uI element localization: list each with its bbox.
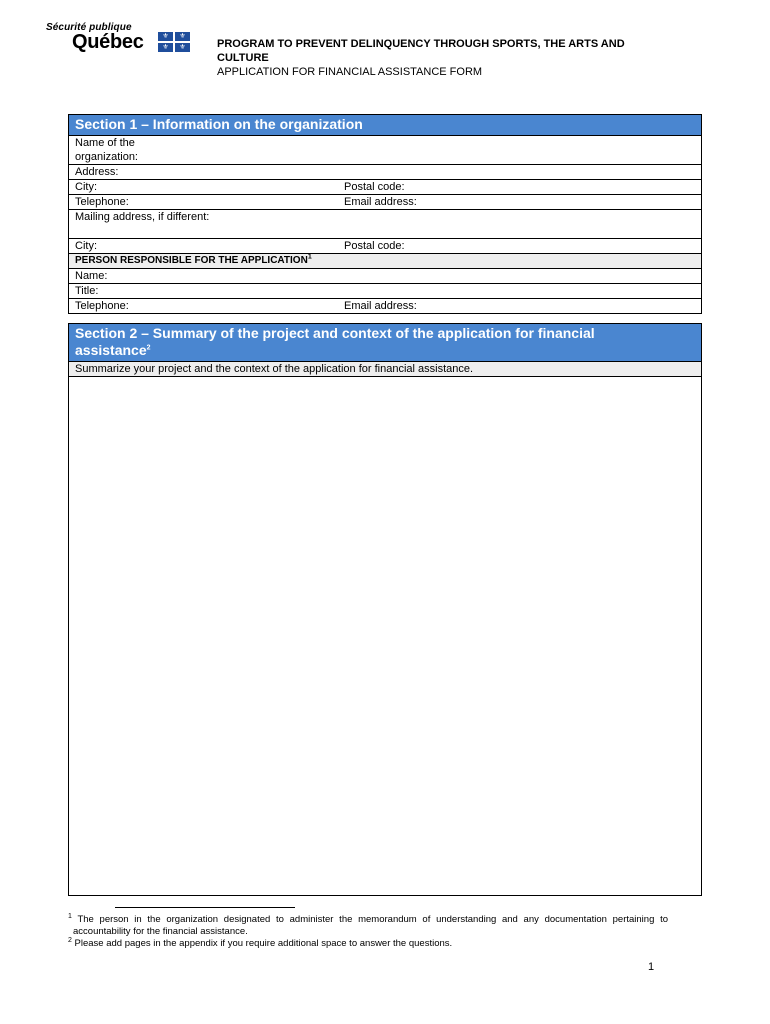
postal-code-label-2: Postal code:: [344, 240, 405, 252]
footnote-1-marker: 1: [68, 912, 72, 920]
person-responsible-heading: [69, 254, 701, 269]
address-label: Address:: [75, 166, 119, 178]
footnote-2-marker: 2: [68, 936, 72, 944]
footnote-ref-2: 2: [146, 344, 151, 352]
section-1-heading: Section 1 – Information on the organization: [69, 115, 701, 136]
program-title-line2: CULTURE: [217, 52, 269, 64]
section-2-heading-line2: assistance: [75, 342, 147, 358]
page-number: 1: [648, 961, 655, 973]
footnote-2: [68, 938, 668, 950]
footnote-1-text: The person in the organization designated to administer the memorandum of understanding and any documentation pertaining to accountability for the financial assistance.: [73, 914, 668, 937]
postal-code-label: Postal code:: [344, 181, 405, 193]
mailing-address-row[interactable]: [69, 210, 701, 239]
section-2-heading-line1: Section 2 – Summary of the project and context of the application for financial: [75, 325, 595, 341]
telephone-label: Telephone:: [75, 196, 129, 208]
quebec-logo: [44, 22, 194, 56]
city-label: City:: [75, 181, 97, 193]
footnotes: [68, 914, 668, 950]
section-1-table: [68, 114, 702, 314]
fleur-de-lis-icon: ⚜: [158, 43, 173, 52]
fleur-de-lis-icon: ⚜: [175, 32, 190, 41]
footnote-ref-1: 1: [307, 253, 312, 261]
org-name-label-line2: organization:: [75, 151, 138, 163]
fleur-de-lis-icon: ⚜: [175, 43, 190, 52]
footnote-separator: [115, 907, 295, 908]
city-label-2: City:: [75, 240, 97, 252]
footnote-2-text: Please add pages in the appendix if you require additional space to answer the questions.: [74, 938, 453, 949]
footnote-1: [68, 914, 668, 938]
person-responsible-heading-text: PERSON RESPONSIBLE FOR THE APPLICATION: [75, 255, 308, 266]
person-email-label: Email address:: [344, 300, 417, 312]
logo-province-name: Québec: [72, 31, 144, 53]
section-2-heading: [69, 324, 701, 362]
logo-org-name: Sécurité publique: [46, 22, 132, 33]
person-name-label: Name:: [75, 270, 108, 282]
person-telephone-email-row[interactable]: [69, 299, 701, 313]
program-title-line1: PROGRAM TO PREVENT DELINQUENCY THROUGH SPORTS, THE ARTS AND: [217, 38, 625, 50]
person-name-row[interactable]: [69, 269, 701, 284]
city-postal-row[interactable]: [69, 180, 701, 195]
email-label: Email address:: [344, 196, 417, 208]
form-subtitle: APPLICATION FOR FINANCIAL ASSISTANCE FORM: [217, 66, 483, 78]
person-title-label: Title:: [75, 285, 99, 297]
mailing-address-label: Mailing address, if different:: [75, 211, 210, 223]
project-summary-field[interactable]: [69, 377, 701, 895]
section-2-table: [68, 323, 702, 896]
telephone-email-row[interactable]: [69, 195, 701, 210]
org-name-label-line1: Name of the: [75, 137, 135, 149]
fleur-de-lis-icon: ⚜: [158, 32, 173, 41]
section-2-instruction: Summarize your project and the context of the application for financial assistance.: [69, 362, 701, 377]
quebec-flag-icon: [158, 32, 190, 52]
address-row[interactable]: [69, 165, 701, 180]
person-title-row[interactable]: [69, 284, 701, 299]
org-name-row[interactable]: [69, 136, 701, 165]
document-header: [217, 37, 657, 79]
city-postal-row-2[interactable]: [69, 239, 701, 254]
person-telephone-label: Telephone:: [75, 300, 129, 312]
